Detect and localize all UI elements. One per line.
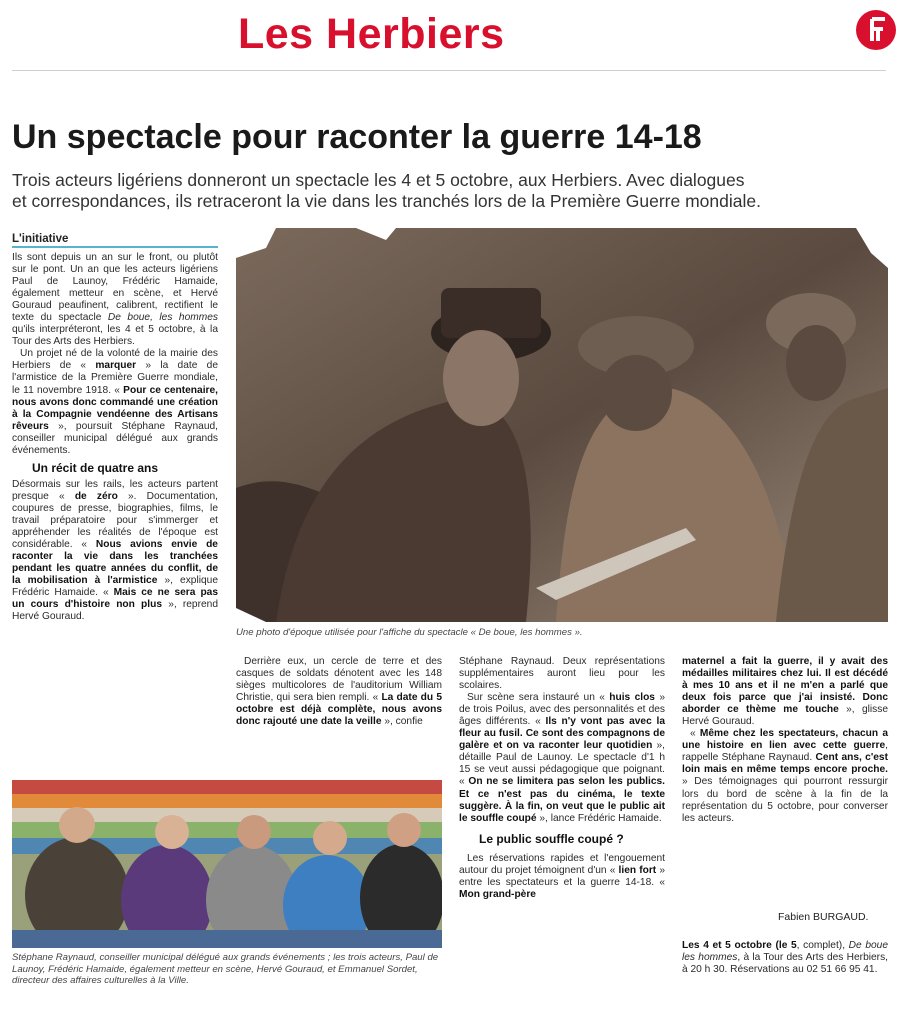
article-lead-line-1: Trois acteurs ligériens donneront un spectacle les 4 et 5 octobre, aux Herbiers. Avec dialogues — [12, 170, 745, 190]
subhead-recit: Un récit de quatre ans — [32, 460, 159, 475]
paragraph: Stéphane Raynaud. Deux représentations supplémentaires auront lieu pour les scolaires. — [459, 656, 665, 692]
article-lead-line-2: et correspondances, ils retraceront la vie dans les tranchés lors de la Première Guerre mondiale. — [12, 191, 761, 211]
article-headline: Un spectacle pour raconter la guerre 14-18 — [12, 118, 702, 156]
subhead-public: Le public souffle coupé ? — [479, 831, 624, 846]
paragraph: Sur scène sera instauré un « huis clos » de trois Poilus, avec des personnalités et des âges différents. « Ils n'y vont pas avec la fleur au fusil. Ce sont des compagnons de galère et on va raconter leur quotidien », détaille Paul de Launoy. Le spectacle d'1 h 15 se veut aussi pédagogique que poignant. « On ne se limitera pas selon les publics. Et ce n'est pas du cinéma, le texte suggère. À la fin, on veut que le public ait le souffle coupé », lance Frédéric Hamaide. — [459, 692, 666, 824]
paragraph: Derrière eux, un cercle de terre et des casques de soldats dénotent avec les 148 sièges multicolores de l'auditorium William Christie, qui sera bien rempli. « La date du 5 octobre est déjà complète, nous avons donc rajouté une date la veille », confie — [236, 656, 442, 728]
photo2-caption: Stéphane Raynaud, conseiller municipal délégué aux grands événements ; les trois acteurs, Paul de Launoy, Frédéric Hamaide, également metteur en scène, Hervé Gouraud, et Emmanuel Sordet, directeur des affaires culturelles à la Ville. — [12, 952, 439, 986]
archive-photo-soldiers — [236, 228, 888, 622]
column-4 — [682, 656, 888, 825]
paragraph: Désormais sur les rails, les acteurs partent presque « de zéro ». Documentation, coupures de presse, biographies, films, le travail préparatoire pour s'immerger et appréhender les réalités de l'époque est considérable. « Nous avions envie de raconter la vie dans les tranchées pendant les quatre années du conflit, de la mobilisation à l'armistice », explique Frédéric Hamaide. « Mais ce ne sera pas un cours d'histoire non plus », reprend Hervé Gouraud. — [12, 478, 218, 623]
kicker-label: L'initiative — [12, 233, 69, 245]
paragraph: Les réservations rapides et l'engouement autour du projet témoignent d'un « lien fort » entre les spectateurs et la guerre 14-18. « Mon grand-père — [459, 852, 666, 900]
logo-icon[interactable] — [856, 10, 896, 50]
kicker-underline — [12, 246, 218, 248]
section-title: Les Herbiers — [238, 10, 505, 58]
paragraph: maternel a fait la guerre, il y avait des médailles militaires chez lui. Il est décédé à mes 10 ans et il ne m'en a parlé que deux fois parce que j'ai insisté. Donc aborder ce thème me touche », glisse Hervé Gouraud. — [682, 656, 888, 728]
group-photo — [12, 780, 442, 948]
column-2 — [236, 656, 442, 728]
photo1-caption: Une photo d'époque utilisée pour l'affiche du spectacle « De boue, les hommes ». — [236, 627, 583, 638]
column-1 — [12, 252, 218, 623]
header-divider — [12, 70, 886, 71]
paragraph: « Même chez les spectateurs, chacun a une histoire en lien avec cette guerre, rappelle Stéphane Raynaud. Cent ans, c'est loin mais en même temps encore proche. » Des témoignages qui pourront ressurgir lors du bord de scène à la fin de la représentation du 5 octobre, pour converser les acteurs. — [682, 728, 888, 824]
paragraph: Un projet né de la volonté de la mairie des Herbiers de « marquer » la date de l'armistice de la Première Guerre mondiale, le 11 novembre 1918. « Pour ce centenaire, nous avons donc commandé une création à la Compagnie vendéenne des Artisans rêveurs », poursuit Stéphane Raynaud, conseiller municipal délégué aux grands événements. — [12, 348, 218, 456]
paragraph: Ils sont depuis un an sur le front, ou plutôt sur le pont. Un an que les acteurs ligériens Paul de Launoy, Frédéric Hamaide, également metteur en scène, et Hervé Gouraud peaufinent, calibrent, rectifient le texte du spectacle De boue, les hommes qu'ils interpréteront, les 4 et 5 octobre, à la Tour des Arts des Herbiers. — [12, 252, 218, 348]
paragraph: Les 4 et 5 octobre (le 5, complet), De boue les hommes, à la Tour des Arts des Herbiers, à 20 h 30. Réservations au 02 51 66 95 41. — [682, 940, 888, 976]
column-3 — [459, 656, 665, 901]
author-byline: Fabien BURGAUD. — [778, 911, 869, 923]
practical-info — [682, 940, 888, 976]
